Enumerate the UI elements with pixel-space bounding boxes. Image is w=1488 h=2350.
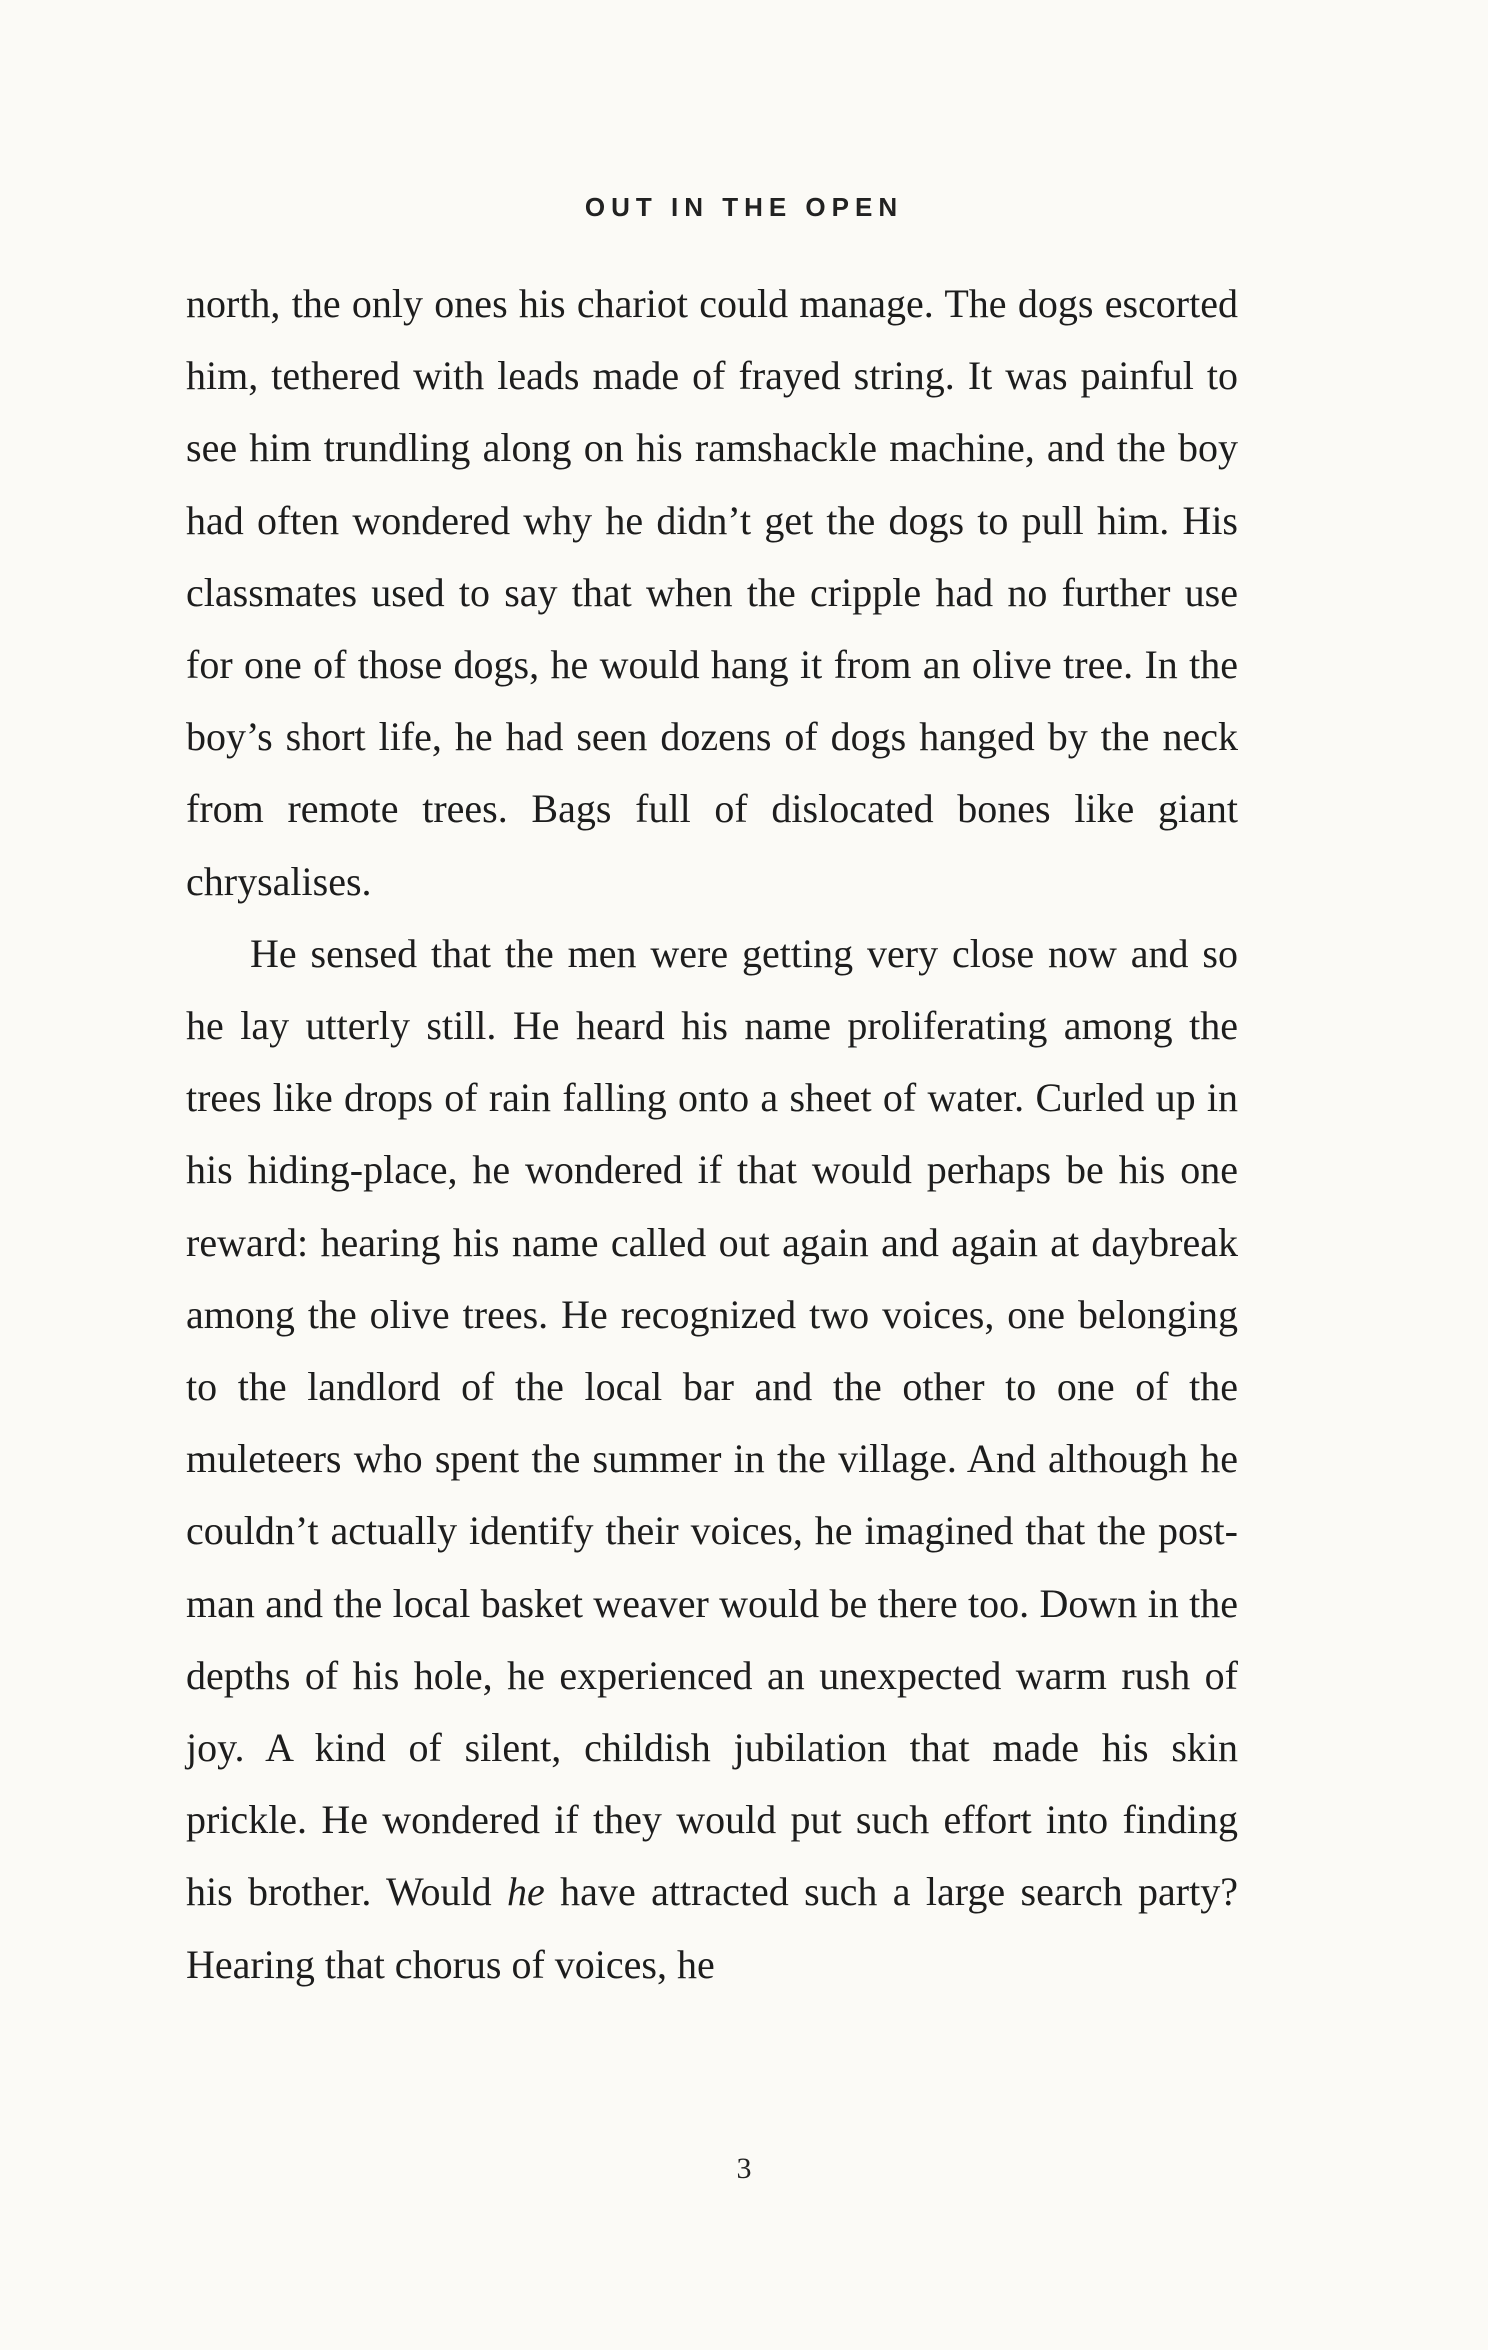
paragraph-2 xyxy=(186,918,1238,2001)
paragraph-2-tail: have attracted such a large search party? Hearing that chorus of voices, he xyxy=(186,1869,1238,1987)
page-number: 3 xyxy=(736,2152,752,2185)
running-head: OUT IN THE OPEN xyxy=(584,192,904,222)
paragraph-1: north, the only ones his chariot could manage. The dogs escorted him, tethered with leads made of frayed string. It was painful to see him trundling along on his ramshackle machine, and the boy had often wondered why he didn’t get the dogs to pull him. His classmates used to say that when the cripple had no further use for one of those dogs, he would hang it from an olive tree. In the boy’s short life, he had seen dozens of dogs hanged by the neck from remote trees. Bags full of dislocated bones like giant chrysalises. xyxy=(186,281,1238,904)
emphasis-word: he xyxy=(507,1869,545,1915)
paragraph-2-text: He sensed that the men were getting very close now and so he lay utterly still. He heard his name proliferating among the trees like drops of rain falling onto a sheet of water. Curled up in his hiding-place, he wondered if that would perhaps be his one reward: hearing his name called out again and again at daybreak among the olive trees. He recognized two voices, one belonging to the landlord of the local bar and the other to one of the muleteers who spent the summer in the village. And although he couldn’t actually identify their voices, he imagined that the postman and the local basket weaver would be there too. Down in the depths of his hole, he experienced an unexpected warm rush of joy. A kind of silent, childish jubilation that made his skin prickle. He wondered if they would put such effort into finding his brother. Would xyxy=(186,930,1238,1915)
body-text xyxy=(186,268,1238,2001)
